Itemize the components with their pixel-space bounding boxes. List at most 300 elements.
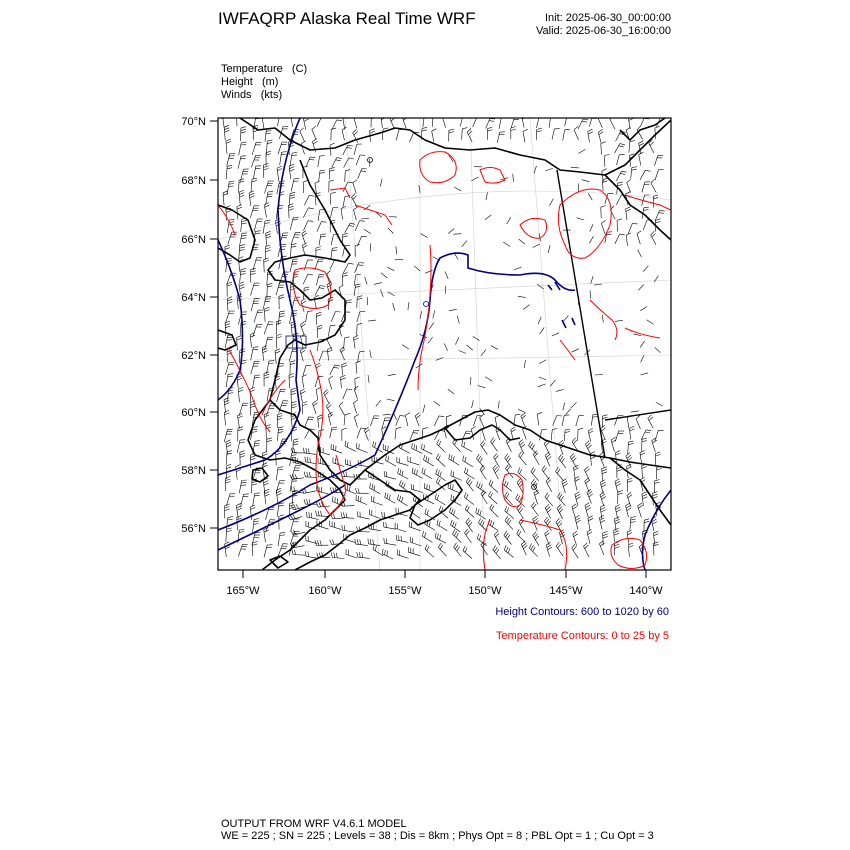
wind-barb [291,114,293,127]
wind-barb [227,182,229,195]
wind-barb-flag [602,169,607,171]
wind-barb [454,187,461,191]
wind-barb [316,390,318,401]
wind-barb-flag [546,507,550,511]
wind-barb-flag [290,197,295,198]
wind-barb-flag [373,544,374,549]
wind-barb-flag [642,492,647,494]
wind-barb [238,156,241,169]
wind-barb-flag [320,172,325,173]
wind-barb [343,196,345,207]
wind-barb [462,129,463,140]
wind-barb-flag [640,450,645,452]
wind-barb-flag [548,547,552,550]
wind-barb [640,373,648,375]
wind-barb [330,428,332,439]
wind-barb [551,429,552,440]
wind-barb [344,158,349,168]
wind-barb-flag [572,544,575,548]
wind-barb [304,453,316,455]
wind-barb [578,119,583,129]
wind-barb [628,442,629,454]
wind-barb [370,416,374,426]
wind-barb [382,129,383,140]
wind-barb [630,518,631,530]
wind-barb [396,130,399,141]
wind-barb-flag [241,223,246,224]
wind-barb-flag [229,184,234,185]
wind-barb-flag [266,425,271,427]
wind-barb-flag [424,532,425,537]
wind-barb [538,317,541,324]
wind-barb [494,535,500,546]
wind-barb [319,171,320,182]
wind-barb-flag [242,220,247,221]
wind-barb-flag [353,129,357,133]
wind-barb [383,414,391,415]
wind-barb-flag [601,220,605,223]
wind-barb [655,347,661,353]
wind-barb-flag [331,128,336,129]
wind-barb [572,349,579,353]
wind-barb-flag [278,469,283,470]
wind-barb-flag [242,233,247,234]
wind-barb-flag [632,167,637,168]
wind-barb-flag [347,485,348,490]
wind-barb-flag [347,389,352,390]
wind-barb-flag [517,529,520,534]
wind-barb-flag [266,236,271,238]
wind-barb [466,522,473,532]
wind-barb-flag [308,448,309,453]
wind-barb [370,488,381,494]
wind-barb [290,245,291,258]
wind-barb-flag [267,286,272,287]
wind-barb [290,153,292,166]
wind-barb-flag [301,391,306,394]
wind-barb-flag [237,518,242,520]
wind-barb-flag [226,464,231,466]
wind-barb [631,411,639,412]
wind-barb [614,543,615,555]
wind-barb-flag [304,289,309,290]
wind-barb [488,524,498,531]
wind-barb-flag [518,468,520,473]
wind-barb [631,168,632,179]
wind-barb-flag [307,472,308,477]
wind-barb [651,235,656,245]
wind-barb-flag [292,153,297,154]
wind-barb-flag [614,533,619,535]
wind-barb [615,144,620,154]
wind-barb-flag [467,506,469,511]
wind-barb-flag [307,457,308,462]
wind-barb-flag [289,206,294,208]
wind-barb-flag [292,407,297,408]
wind-barb-flag [601,482,606,485]
wind-barb-flag [618,493,623,494]
wind-barb-flag [383,128,388,129]
wind-barb [462,241,467,247]
wind-barb [305,417,309,427]
wind-barb [228,232,232,244]
wind-barb-flag [558,544,561,548]
wind-barb-flag [344,337,349,338]
wind-barb-flag [330,170,335,171]
wind-barb-flag [348,182,353,183]
wind-barb [451,476,462,481]
wind-barb-flag [279,363,284,364]
wind-barb-flag [489,491,491,496]
wind-barb-flag [386,538,387,543]
wind-barb [386,460,397,466]
wind-barb-flag [588,532,592,535]
wind-barb-flag [341,512,342,517]
wind-barb [393,303,395,311]
wind-barb-flag [229,181,234,182]
wind-barb-flag [435,533,436,538]
wind-barb-flag [399,535,400,540]
wind-barb-flag [602,472,607,474]
wind-barb-flag [327,271,331,275]
wind-barb [345,446,356,451]
wind-barb-flag [241,129,246,130]
wind-barb [237,517,238,530]
wind-barb-flag [254,519,259,520]
wind-barb-flag [626,207,631,209]
wind-barb [293,555,305,556]
wind-barb-flag [227,297,232,299]
wind-barb-flag [354,115,358,118]
wind-barb-flag [307,512,308,517]
wind-barb-flag [479,535,481,540]
wind-barb [252,480,253,493]
wind-barb-flag [467,520,470,524]
wind-barb-flag [487,127,492,129]
wind-barb-flag [617,219,622,221]
wind-barb-flag [468,479,471,483]
wind-barb [304,260,308,270]
wind-barb [291,232,295,244]
wind-barb-flag [264,412,269,414]
wind-barb-flag [383,522,384,527]
wind-barb-flag [615,547,620,549]
wind-barb [354,210,357,221]
wind-barb-flag [318,417,323,419]
wind-barb-flag [311,513,312,518]
wind-barb-flag [269,363,274,364]
wind-barb [533,455,539,465]
political-border [557,170,671,458]
wind-barb-flag [368,539,369,544]
wind-barb-flag [630,429,635,431]
wind-barb [511,117,514,128]
wind-barb [330,145,331,156]
wind-barb-flag [589,494,593,497]
wind-barb [485,377,492,381]
wind-barb-flag [653,195,658,197]
wind-barb-flag [490,504,492,509]
wind-barb-flag [506,456,509,460]
wind-barb-flag [440,535,441,540]
wind-barb [421,449,432,454]
wind-barb-flag [547,521,550,525]
wind-barb [505,458,512,468]
wind-barb-flag [310,157,315,158]
wind-barb-flag [357,539,358,544]
wind-barb [518,409,525,412]
wind-barb-flag [639,141,644,144]
wind-barb [399,448,410,454]
wind-barb-flag [495,469,499,473]
wind-barb-flag [508,458,511,462]
wind-barb-flag [361,497,362,502]
wind-barb [647,320,654,324]
wind-barb-flag [342,428,347,430]
wind-barb [616,171,621,181]
wind-barb-flag [263,463,268,465]
wind-barb-flag [241,485,246,486]
wind-barb-flag [620,144,625,145]
wind-barb [584,546,590,557]
wind-barb-flag [518,481,522,485]
wind-barb [615,320,623,321]
wind-barb-flag [313,141,317,144]
wind-barb-flag [251,271,256,272]
wind-barb-flag [490,521,491,526]
wind-barb [303,221,308,231]
wind-barb [265,181,269,193]
wind-barb [653,544,654,556]
wind-barb-flag [350,223,355,224]
wind-barb [330,526,342,529]
wind-barb-flag [241,269,246,270]
wind-barb-flag [576,520,581,523]
wind-barb-flag [289,374,294,376]
wind-barb-flag [438,543,441,548]
wind-barb-flag [281,154,286,155]
wind-barb-flag [453,456,454,461]
wind-barb [345,223,350,233]
wind-barb-flag [237,378,242,380]
wind-barb-flag [269,361,274,362]
wind-barb-flag [386,455,387,460]
wind-barb-flag [317,553,319,558]
wind-barb-flag [586,505,590,508]
wind-barb-flag [655,221,660,223]
wind-barb-flag [250,406,255,408]
wind-barb-flag [494,467,498,471]
wind-barb-flag [661,117,666,118]
wind-barb-flag [240,245,245,246]
wind-barb [251,299,254,312]
wind-barb [486,118,490,128]
wind-barb-flag [640,453,645,455]
wind-barb-flag [405,413,410,416]
wind-barb [585,481,590,492]
wind-barb-flag [293,514,296,518]
wind-barb-flag [331,552,332,557]
wind-barb-flag [359,552,360,557]
wind-barb-flag [353,180,357,183]
wind-barb-flag [316,363,321,366]
wind-barb-flag [659,213,664,214]
wind-barb [529,548,538,557]
wind-barb-flag [227,451,232,452]
wind-barb [408,302,409,310]
wind-barb-flag [224,400,229,402]
wind-barb-flag [280,535,285,536]
wind-barb-flag [280,532,285,533]
wind-barb [239,180,240,193]
wind-barb-flag [565,129,570,130]
wind-barb [565,116,567,127]
wind-barb-flag [588,132,593,134]
wind-barb-flag [629,154,634,156]
wind-barb-flag [289,376,294,378]
wind-barb [563,403,565,411]
wind-barb-flag [584,466,588,470]
wind-barb-flag [602,469,607,471]
wind-barb-flag [653,542,658,544]
wind-barb-flag [321,222,326,223]
wind-barb [514,267,522,270]
wind-barb-flag [239,190,244,192]
wind-barb-flag [504,531,507,535]
wind-barb [638,250,642,257]
wind-barb-flag [542,429,547,430]
wind-barb [628,223,632,233]
wind-barb-flag [242,480,247,481]
wind-barb-flag [478,509,480,514]
wind-barb [529,446,537,455]
wind-barb [453,234,461,235]
wind-barb [438,548,446,557]
wind-barb-flag [587,529,591,532]
wind-barb-flag [601,510,606,512]
wind-barb-flag [416,415,420,418]
wind-barb-flag [520,469,522,474]
wind-barb [226,207,227,220]
wind-barb [343,530,355,532]
wind-barb-flag [227,528,232,529]
wind-barb [225,323,226,336]
wind-barb-flag [306,448,307,453]
wind-barb-flag [424,116,429,117]
wind-barb [278,544,283,556]
wind-barb [382,554,393,559]
wind-barb-flag [355,539,356,544]
wind-barb-flag [265,223,270,224]
wind-barb-flag [627,492,631,495]
wind-barb-flag [645,170,650,171]
wind-barb [649,143,654,153]
wind-barb-flag [385,445,386,450]
wind-barb-flag [254,412,259,413]
wind-barb-flag [236,112,241,114]
wind-barb [345,489,356,494]
wind-barb-flag [290,475,292,480]
wind-barb-flag [328,300,333,302]
wind-barb-flag [226,139,231,141]
wind-barb-flag [372,484,373,489]
wind-barb-flag [605,154,610,156]
wind-barb-flag [385,492,386,497]
wind-barb-flag [304,119,309,122]
wind-barb [460,116,463,127]
wind-barb [601,223,605,233]
wind-barb-flag [239,179,244,180]
wind-barb [306,556,318,558]
wind-barb-flag [250,456,255,458]
wind-barb-flag [533,547,536,552]
wind-barb-flag [240,456,245,458]
wind-barb-flag [309,512,310,517]
wind-barb-flag [427,510,428,515]
wind-barb-flag [347,300,352,301]
wind-barb-flag [332,540,334,545]
wind-barb-flag [341,349,345,353]
wind-barb-flag [589,431,594,434]
wind-barb-flag [457,547,460,551]
wind-barb-flag [356,443,357,448]
wind-barb [267,272,268,285]
wind-barb-flag [506,482,508,487]
wind-barb-flag [252,429,257,430]
wind-barb-flag [619,146,624,147]
wind-barb-flag [302,231,306,234]
wind-barb-flag [522,543,526,547]
wind-barb-flag [535,492,539,495]
wind-barb-flag [426,456,427,461]
wind-barb [354,389,358,400]
wind-barb-flag [477,481,479,486]
wind-barb-flag [386,522,387,527]
wind-barb-flag [354,386,358,389]
wind-barb-flag [627,508,631,511]
wind-barb [423,499,434,504]
wind-barb-flag [429,522,430,527]
wind-barb-flag [303,245,307,248]
wind-barb-flag [401,536,402,541]
wind-barb-flag [239,193,244,195]
wind-barb [642,182,645,193]
wind-barb-flag [489,480,491,485]
wind-barb [643,266,648,272]
wind-barb [253,494,255,507]
wind-barb-flag [226,479,231,481]
wind-barb [405,415,408,426]
wind-barb-flag [556,519,560,523]
wind-barb-flag [598,114,602,117]
wind-barb [444,344,447,351]
wind-barb-flag [582,121,587,122]
wind-barb [305,477,317,478]
wind-barb-flag [440,472,442,477]
wind-barb-flag [618,182,623,183]
temperature-contours-lines [218,152,671,570]
wind-barb [303,366,306,377]
wind-barb [472,400,474,408]
wind-barb-flag [226,482,231,484]
init-time: Init: 2025-06-30_00:00:00 [545,12,671,24]
lat-label: 66°N [181,234,206,246]
wind-barb-flag [600,543,604,546]
wind-barb [376,400,381,406]
station-marker [424,302,429,307]
wind-barb-flag [547,495,550,499]
wind-barb-flag [354,207,358,210]
